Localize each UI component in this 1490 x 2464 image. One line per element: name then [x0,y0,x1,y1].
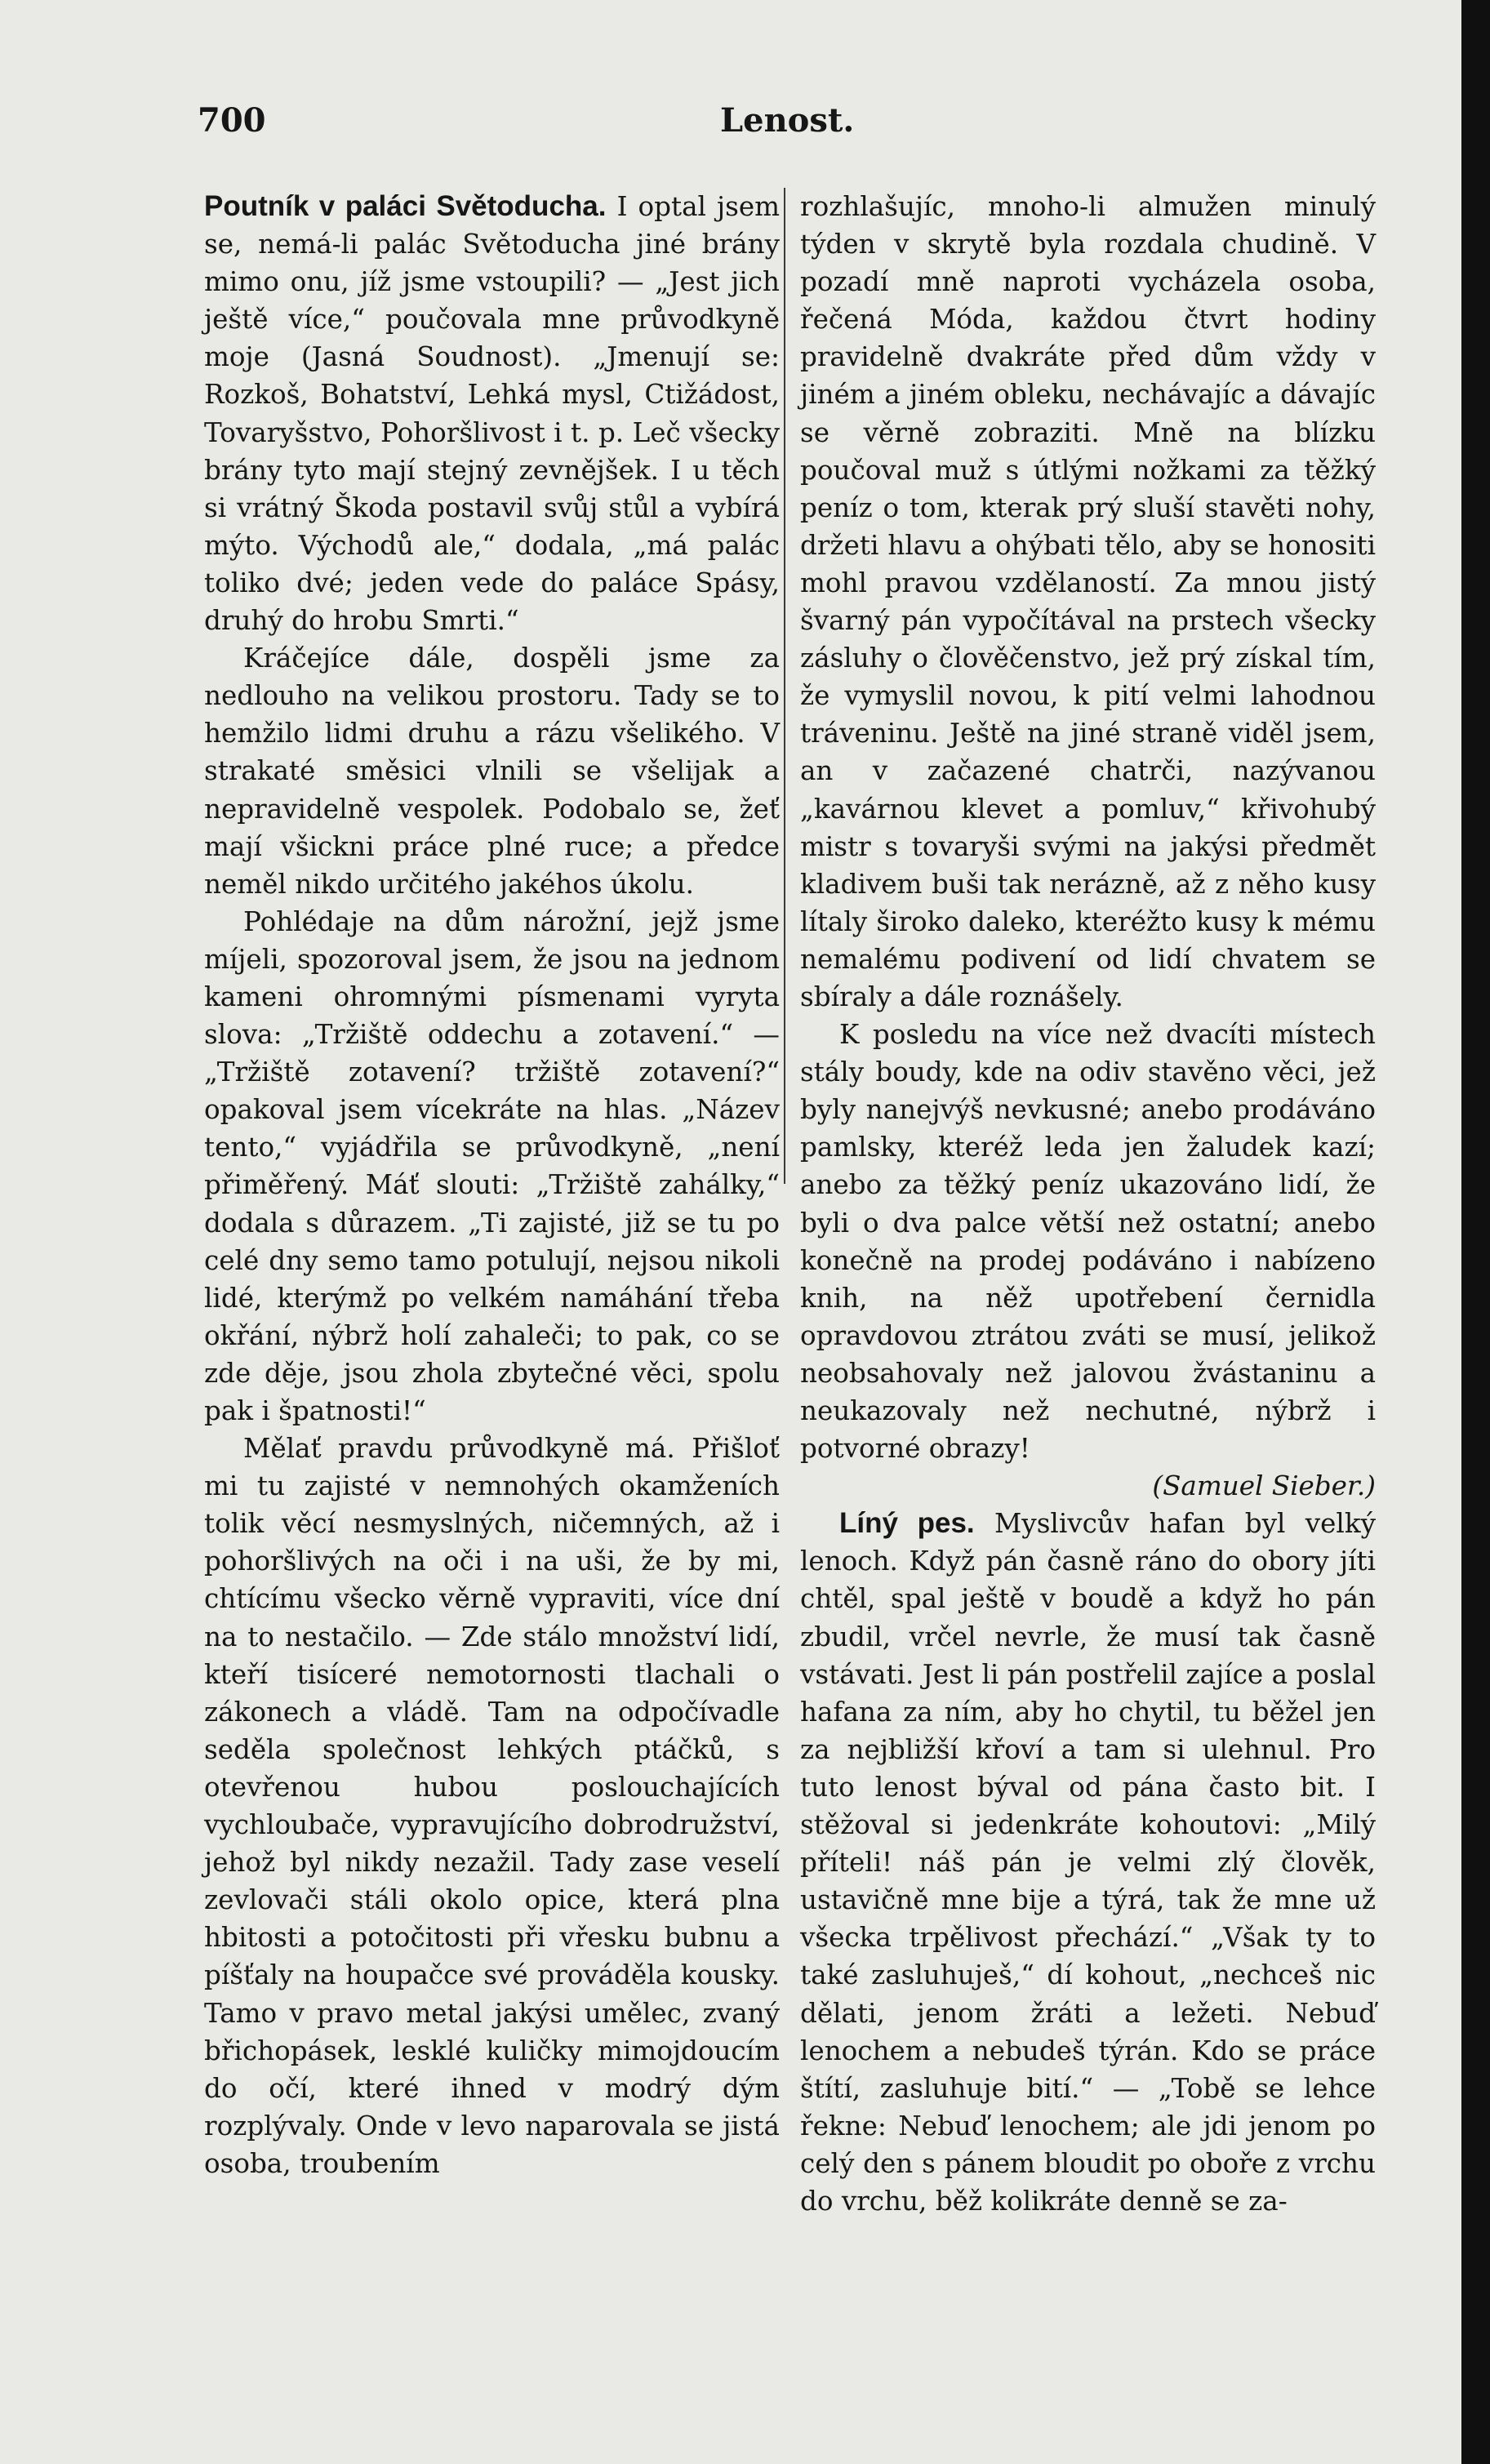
left-column [204,188,780,2182]
column-divider [784,188,785,1184]
running-head: Lenost. [720,101,855,140]
right-column [800,188,1376,2220]
paragraph [204,188,780,639]
paragraph-text: Myslivcův hafan byl velký lenoch. Když pán časně ráno do obory jíti chtěl, spal ještě v boudě a když ho pán zbudil, vrčel nevrle, že musí tak časně vstávati. Jest li pán postřelil zajíce a poslal hafana za ním, aby ho chytil, tu běžel jen za nejbližší křoví a tam si ulehnul. Pro tuto lenost býval od pána často bit. I stěžoval si jedenkráte kohoutovi: „Milý příteli! náš pán je velmi zlý člověk, ustavičně mne bije a týrá, tak že mne už všecka trpělivost přechází.“ „Však ty to také zasluhuješ,“ dí kohout, „nechceš nic dělati, jenom žráti a ležeti. Nebuď lenochem a nebudeš týrán. Kdo se práce štítí, zasluhuje bití.“ — „Tobě se lehce řekne: Nebuď lenochem; ale jdi jenom po celý den s pánem bloudit po oboře z vrchu do vrchu, běž kolikráte denně se za- [800,1508,1376,2217]
attribution: (Samuel Sieber.) [1152,1470,1376,1502]
section-title: Líný pes. [839,1507,975,1540]
scan-edge [1461,0,1490,2464]
page-number: 700 [198,101,266,140]
paragraph: Kráčejíce dále, dospěli jsme za nedlouho na velikou prostoru. Tady se to hemžilo lidmi druhu a rázu všelikého. V strakaté směsici vlnili se všelijak a nepravidelně vespolek. Podobalo se, žeť mají všickni práce plné ruce; a předce neměl nikdo určitého jakéhos úkolu. [204,643,780,900]
paragraph-text: I optal jsem se, nemá-li palác Světoducha jiné brány mimo onu, jíž jsme vstoupili? — „Jest jich ještě více,“ poučovala mne průvodkyně moje (Jasná Soudnost). „Jmenují se: Rozkoš, Bohatství, Lehká mysl, Ctižádost, Tovaryšstvo, Pohoršlivost i t. p. Leč všecky brány tyto mají stejný zevnějšek. I u těch si vrátný Škoda postavil svůj stůl a vybírá mýto. Východů ale,“ dodala, „má palác toliko dvé; jeden vede do paláce Spásy, druhý do hrobu Smrti.“ [204,191,781,637]
page-header [198,96,955,145]
paragraph: rozhlašujíc, mnoho-li almužen minulý týden v skrytě byla rozdala chudině. V pozadí mně naproti vycházela osoba, řečená Móda, každou čtvrt hodiny pravidelně dvakráte před dům vždy v jiném a jiném obleku, nechávajíc a dávajíc se věrně zobraziti. Mně na blízku poučoval muž s útlými nožkami za těžký peníz o tom, kterak prý sluší stavěti nohy, držeti hlavu a ohýbati tělo, aby se honositi mohl pravou vzdělaností. Za mnou jistý švarný pán vypočítával na prstech všecky zásluhy o člověčenstvo, jež prý získal tím, že vymyslil novou, k pití velmi lahodnou tráveninu. Ještě na jiné straně viděl jsem, an v začazené chatrči, nazývanou „kavárnou klevet a pomluv,“ křivohubý mistr s tovaryši svými na jakýsi předmět kladivem buši tak nerázně, až z něho kusy lítaly široko daleko, kteréžto kusy k mému nemalému podivení od lidí chvatem se sbíraly a dále roznášely. [800,191,1376,1012]
paragraph: Mělať pravdu průvodkyně má. Přišloť mi tu zajisté v nemnohých okamženích tolik věcí nesmyslných, ničemných, až i pohoršlivých na oči i na uši, že by mi, chtícímu všecko věrně vypraviti, více dní na to nestačilo. — Zde stálo množství lidí, kteří tisíceré nemotornosti tlachali o zákonech a vládě. Tam na odpočívadle seděla společnost lehkých ptáčků, s otevřenou hubou poslouchajících vychloubače, vypravujícího dobrodružství, jehož byl nikdy nezažil. Tady zase veselí zevlovači stáli okolo opice, která plna hbitosti a potočitosti při vřesku bubnu a píšťaly na houpačce své prováděla kousky. Tamo v pravo metal jakýsi umělec, zvaný břichopásek, lesklé kuličky mimojdoucím do očí, které ihned v modrý dým rozplývaly. Onde v levo naparovala se jistá osoba, troubením [204,1433,780,2179]
section-title: Poutník v paláci Světoducha. [204,190,607,222]
paragraph: Pohlédaje na dům nárožní, jejž jsme míjeli, spozoroval jsem, že jsou na jednom kameni ohromnými písmenami vyryta slova: „Tržiště oddechu a zotavení.“ — „Tržiště zotavení? tržiště zotavení?“ opakoval jsem vícekráte na hlas. „Název tento,“ vyjádřila se průvodkyně, „není přiměřený. Máť slouti: „Tržiště zahálky,“ dodala s důrazem. „Ti zajisté, již se tu po celé dny semo tamo potulují, nejsou nikoli lidé, kterýmž po velkém namáhání třeba okřání, nýbrž holí zahaleči; to pak, co se zde děje, jsou zhola zbytečné věci, spolu pak i špatnosti!“ [204,905,780,1426]
paragraph: K posledu na více než dvacíti místech stály boudy, kde na odiv stavěno věci, jež byly nanejvýš nevkusné; anebo prodáváno pamlsky, kteréž leda jen žaludek kazí; anebo za těžký peníz ukazováno lidí, že byli o dva palce větší než ostatní; anebo konečně na prodej podáváno i nabízeno knih, na něž upotřebení černidla opravdovou ztrátou zváti se musí, jelikož neobsahovaly než jalovou žvástaninu a neukazovaly než nechutné, nýbrž i potvorné obrazy! [800,1019,1376,1465]
paragraph [800,1505,1376,2220]
